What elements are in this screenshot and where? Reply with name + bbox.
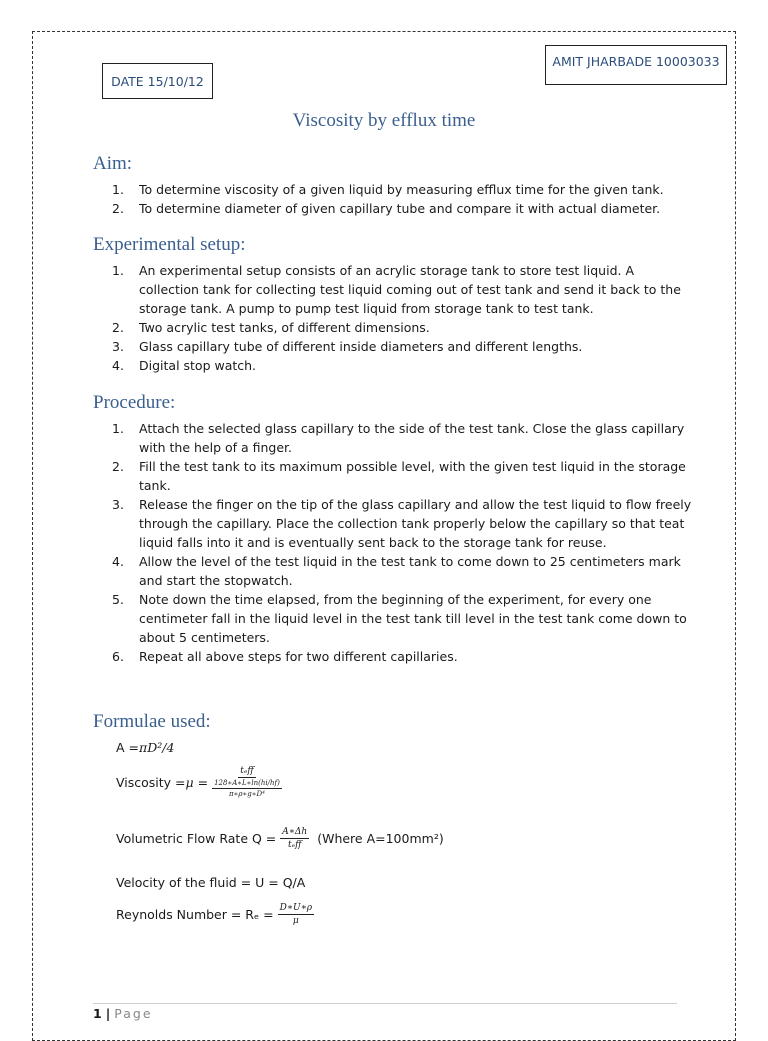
footer-separator: |	[105, 1006, 111, 1021]
list-item: 2. Two acrylic test tanks, of different dimensions.	[112, 320, 430, 335]
page-label: Page	[114, 1006, 153, 1021]
setup-heading: Experimental setup:	[93, 234, 246, 255]
flow-rate-formula: Volumetric Flow Rate Q = $\frac{A∗\Delta h}{\text{tₑff}}$ (Where A=100mm²)	[116, 827, 444, 850]
area-formula: A = πD²/4	[116, 740, 175, 755]
page-number: 1	[93, 1006, 102, 1021]
list-item: 6. Repeat all above steps for two different capillaries.	[112, 649, 458, 664]
date-box	[102, 63, 213, 99]
author-text: AMIT JHARBADE 10003033	[552, 54, 720, 69]
list-item: 2. Fill the test tank to its maximum possible level, with the given test liquid in the storage tank.	[112, 459, 686, 493]
viscosity-formula: Viscosity = μ = $\frac{\text{tₑff}}{\frac{128∗A∗L∗\ln(hi/hf)}{\text{π∗ρ∗g∗D⁴}}}$	[116, 766, 280, 798]
aim-heading: Aim:	[93, 153, 133, 174]
list-item: 1. To determine viscosity of a given liquid by measuring efflux time for the given tank.	[112, 182, 664, 197]
aim-list	[112, 180, 692, 218]
setup-list	[112, 261, 692, 375]
author-box	[545, 45, 727, 85]
page-footer	[93, 1006, 153, 1021]
list-item: 1. Attach the selected glass capillary to the side of the test tank. Close the glass capillary with the help of a finger.	[112, 421, 685, 455]
list-item: 4. Digital stop watch.	[112, 358, 257, 373]
reynolds-formula: Reynolds Number = Rₑ = $\frac{D∗U∗\rho}{\mu}$	[116, 903, 312, 926]
list-item: 1. An experimental setup consists of an acrylic storage tank to store test liquid. A collection tank for collecting test liquid coming out of test tank and send it back to the storage tank. A pump to pump test liquid from storage tank to test tank.	[112, 263, 681, 316]
formulae-heading: Formulae used:	[93, 711, 211, 732]
list-item: 3. Glass capillary tube of different inside diameters and different lengths.	[112, 339, 583, 354]
list-item: 5. Note down the time elapsed, from the beginning of the experiment, for every one centimeter fall in the liquid level in the test tank till level in the test tank come down to about 5 centimeters.	[112, 592, 687, 645]
procedure-list	[112, 419, 692, 666]
date-text: DATE 15/10/12	[111, 73, 204, 89]
list-item: 3. Release the finger on the tip of the glass capillary and allow the test liquid to flow freely through the capillary. Place the collection tank properly below the capillary so that teat liquid falls into it and is eventually sent back to the storage tank for reuse.	[112, 497, 692, 550]
procedure-heading: Procedure:	[93, 392, 176, 413]
velocity-formula: Velocity of the fluid = U = Q/A	[116, 875, 306, 890]
document-title: Viscosity by efflux time	[292, 110, 476, 131]
list-item: 4. Allow the level of the test liquid in the test tank to come down to 25 centimeters mark and start the stopwatch.	[112, 554, 681, 588]
list-item: 2. To determine diameter of given capillary tube and compare it with actual diameter.	[112, 201, 661, 216]
footer-divider	[93, 1003, 677, 1004]
